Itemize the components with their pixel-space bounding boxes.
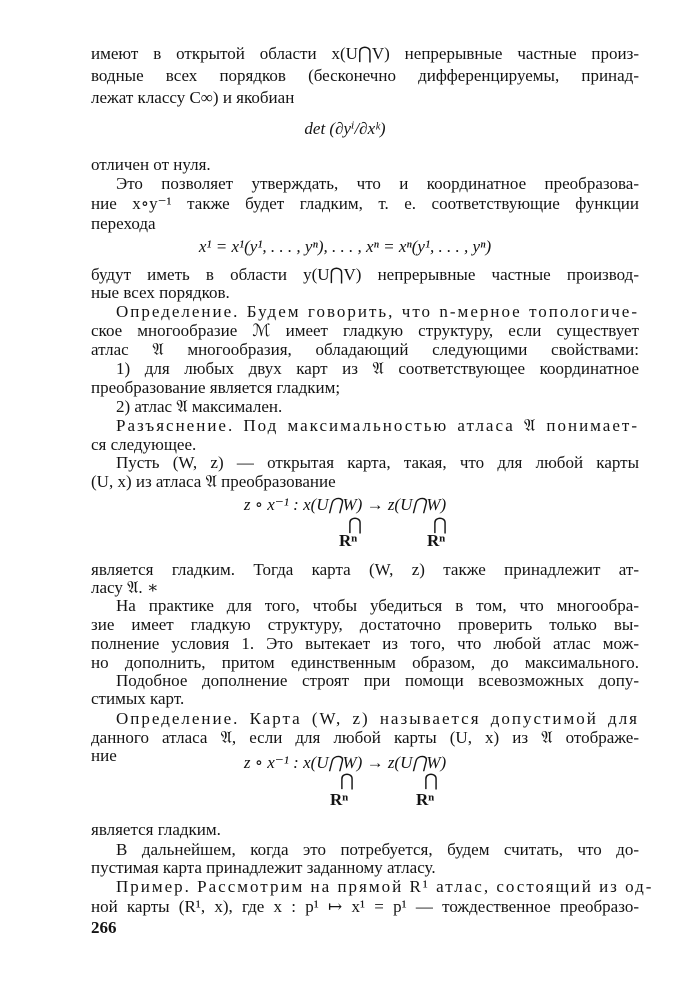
text-line: перехода	[91, 214, 156, 233]
text-line: данного атласа 𝔄, если для любой карты (U, x) из 𝔄 отображе-	[91, 728, 639, 747]
real-space-label: Rⁿ	[427, 531, 446, 550]
real-space-label: Rⁿ	[416, 790, 435, 809]
text-line: отличен от нуля.	[91, 155, 211, 174]
text-line: имеют в открытой области x(U⋂V) непрерывные частные произ-	[91, 44, 639, 63]
text-line: полнение условия 1. Это вытекает из того, что любой атлас мож-	[91, 634, 639, 653]
text-line: ласу 𝔄. ∗	[91, 578, 159, 597]
real-space-label: Rⁿ	[330, 790, 349, 809]
text-line: преобразование является гладким;	[91, 378, 341, 397]
text-line: Подобное дополнение строят при помощи всевозможных допу-	[116, 671, 639, 690]
jacobian-formula: det (∂yⁱ/∂xᵏ)	[304, 119, 386, 138]
text-line: ные всех порядков.	[91, 283, 230, 302]
text-line: ся следующее.	[91, 435, 197, 454]
text-line: стимых карт.	[91, 689, 185, 708]
text-line: ной карты (R¹, x), где x : p¹ ↦ x¹ = p¹ — тождественное преобразо-	[91, 897, 639, 916]
text-line: ское многообразие ℳ имеет гладкую структуру, если существует	[91, 321, 639, 340]
text-line: зие имеет гладкую структуру, достаточно проверить только вы-	[91, 615, 639, 634]
text-line: Это позволяет утверждать, что и координатное преобразова-	[116, 174, 639, 193]
text-line: На практике для того, чтобы убедиться в том, что многообра-	[116, 596, 639, 615]
text-line: 1) для любых двух карт из 𝔄 соответствующее координатное	[116, 359, 639, 378]
definition-heading-line: Определение. Будем говорить, что n-мерное топологиче-	[116, 302, 639, 321]
example-heading-line: Пример. Рассмотрим на прямой R¹ атлас, состоящий из од-	[116, 877, 654, 896]
text-line: Пусть (W, z) — открытая карта, такая, что для любой карты	[116, 453, 639, 472]
text-line: пустимая карта принадлежит заданному атласу.	[91, 858, 436, 877]
clarification-heading-line: Разъяснение. Под максимальностью атласа 𝔄 понимает-	[116, 416, 639, 435]
definition-heading-line: Определение. Карта (W, z) называется допустимой для	[116, 709, 639, 728]
text-line: является гладким. Тогда карта (W, z) также принадлежит ат-	[91, 560, 639, 579]
subset-symbol: ⋂	[348, 515, 362, 534]
text-line: В дальнейшем, когда это потребуется, будем считать, что до-	[116, 840, 639, 859]
composition-formula: z ∘ x⁻¹ : x(U⋂W) → z(U⋂W)	[243, 753, 447, 772]
real-space-label: Rⁿ	[339, 531, 358, 550]
subset-symbol: ⋂	[340, 771, 354, 790]
text-line: водные всех порядков (бесконечно дифференцируемы, принад-	[91, 66, 639, 85]
text-line: ние x∘y⁻¹ также будет гладким, т. е. соответствующие функции	[91, 194, 639, 213]
text-line: ние	[91, 746, 117, 765]
text-line: будут иметь в области y(U⋂V) непрерывные частные производ-	[91, 265, 639, 284]
text-line: (U, x) из атласа 𝔄 преобразование	[91, 472, 336, 491]
text-line: атлас 𝔄 многообразия, обладающий следующими свойствами:	[91, 340, 639, 359]
transition-formula: x¹ = x¹(y¹, . . . , yⁿ), . . . , xⁿ = xⁿ(y¹, . . . , yⁿ)	[198, 237, 492, 256]
text-line: 2) атлас 𝔄 максимален.	[116, 397, 283, 416]
composition-formula: z ∘ x⁻¹ : x(U⋂W) → z(U⋂W)	[243, 495, 447, 514]
subset-symbol: ⋂	[424, 771, 438, 790]
page-number: 266	[91, 918, 117, 937]
text-line: является гладким.	[91, 820, 221, 839]
text-line: но дополнить, притом единственным образом, до максимального.	[91, 653, 639, 672]
text-line: лежат классу C∞) и якобиан	[91, 88, 295, 107]
subset-symbol: ⋂	[433, 515, 447, 534]
